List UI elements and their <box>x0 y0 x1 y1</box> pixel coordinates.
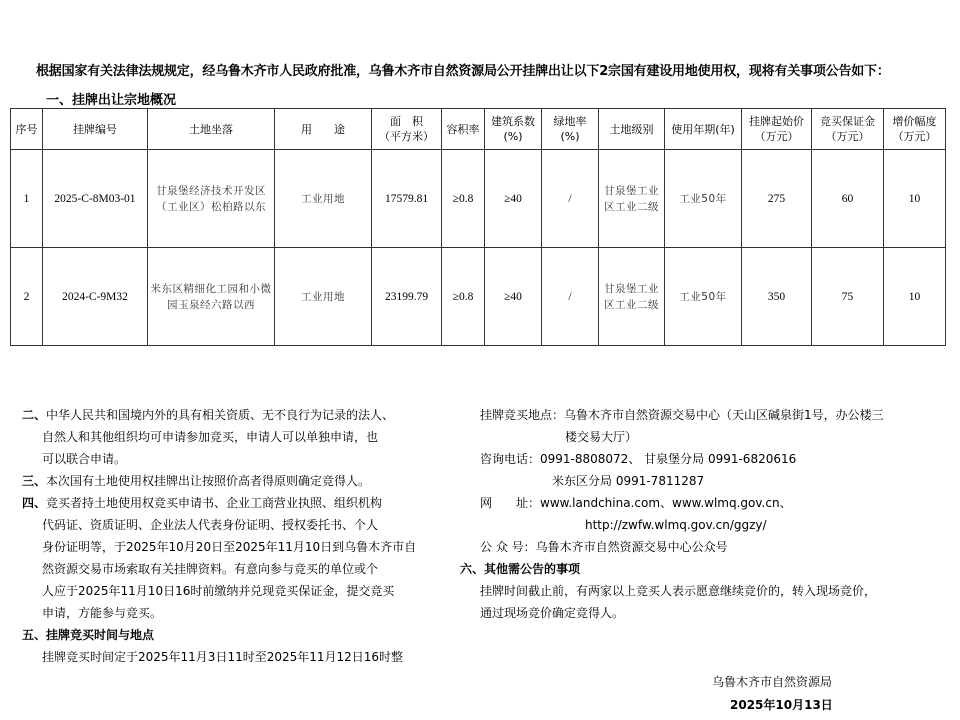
table-header-row <box>11 109 946 150</box>
cell-area: 23199.79 <box>372 248 442 346</box>
land-parcel-table <box>10 108 946 346</box>
section-4-line: 身份证明等，于2025年10月20日至2025年11月10日到乌鲁木齐市自 <box>42 540 417 554</box>
column-header-label: 土地坐落 <box>189 122 233 136</box>
section-5-line: 挂牌竞买时间定于2025年11月3日11时至2025年11月12日16时整 <box>42 650 404 664</box>
section-4-line: 然资源交易市场索取有关挂牌资料。有意向参与竞买的单位或个 <box>42 562 379 576</box>
cell-start-price: 350 <box>742 248 812 346</box>
column-header-unit: (%) <box>560 130 580 143</box>
column-header <box>11 109 43 150</box>
right-column <box>460 404 950 624</box>
column-header <box>275 109 372 150</box>
cell-green: / <box>542 150 599 248</box>
cell-no: 1 <box>11 150 43 248</box>
cell-term: 工业50年 <box>665 248 742 346</box>
column-header-unit: (%) <box>503 130 523 143</box>
section-4-line: 代码证、资质证明、企业法人代表身份证明、授权委托书、个人 <box>42 518 379 532</box>
column-header <box>742 109 812 150</box>
column-header-label: 增价幅度 <box>892 115 937 128</box>
cell-far: ≥0.8 <box>442 150 485 248</box>
phone-line: 米东区分局 0991-7811287 <box>552 474 705 488</box>
auction-place-line: 楼交易大厅） <box>565 430 638 444</box>
date: 2025年10月13日 <box>730 698 833 712</box>
column-header-label: 土地级别 <box>609 122 654 136</box>
cell-start-price: 275 <box>742 150 812 248</box>
cell-coverage: ≥40 <box>485 150 542 248</box>
column-header-label: 容积率 <box>446 122 480 136</box>
column-header-unit: （万元） <box>892 130 937 143</box>
section-6-line: 挂牌时间截止前，有两家以上竞买人表示愿意继续竞价的，转入现场竞价， <box>480 584 877 598</box>
column-header-label: 竞买保证金 <box>820 115 875 128</box>
section-4-line: 申请，方能参与竞买。 <box>42 606 163 620</box>
column-header <box>372 109 442 150</box>
intro-paragraph: 根据国家有关法律法规规定，经乌鲁木齐市人民政府批准，乌鲁木齐市自然资源局公开挂牌出让以下2宗国有建设用地使用权，现将有关事项公告如下： <box>36 64 890 79</box>
cell-deposit: 75 <box>812 248 884 346</box>
section-2-line: 自然人和其他组织均可申请参加竞买，申请人可以单独申请，也 <box>42 430 379 444</box>
left-column <box>22 404 442 668</box>
cell-area: 17579.81 <box>372 150 442 248</box>
column-header-unit: （万元） <box>754 130 799 143</box>
website-line: 网 址：www.landchina.com、www.wlmq.gov.cn、 <box>480 496 792 510</box>
phone-line: 咨询电话：0991-8808072、 甘泉堡分局 0991-6820616 <box>480 452 797 466</box>
section-6-title: 六、其他需公告的事项 <box>460 562 581 576</box>
column-header <box>665 109 742 150</box>
column-header-label: 挂牌编号 <box>73 122 117 136</box>
cell-use: 工业用地 <box>275 150 372 248</box>
cell-code: 2025-C-8M03-01 <box>43 150 148 248</box>
column-header-unit: （万元） <box>825 130 870 143</box>
column-header <box>442 109 485 150</box>
cell-deposit: 60 <box>812 150 884 248</box>
cell-use: 工业用地 <box>275 248 372 346</box>
cell-increment: 10 <box>884 248 946 346</box>
column-header <box>148 109 275 150</box>
cell-location: 米东区精细化工园和小微园玉泉经六路以西 <box>148 248 275 346</box>
section-2-line: 可以联合申请。 <box>42 452 127 466</box>
column-header-label: 挂牌起始价 <box>749 115 804 128</box>
cell-grade: 甘泉堡工业区工业二级 <box>599 150 665 248</box>
section-5-title: 五、挂牌竞买时间与地点 <box>22 628 155 642</box>
column-header <box>485 109 542 150</box>
cell-term: 工业50年 <box>665 150 742 248</box>
column-header-label: 建筑系数 <box>491 115 535 128</box>
table-row <box>11 248 946 346</box>
column-header-label: 使用年期(年) <box>671 122 735 136</box>
cell-code: 2024-C-9M32 <box>43 248 148 346</box>
cell-green: / <box>542 248 599 346</box>
column-header-label: 序号 <box>15 122 38 136</box>
section-4-line: 人应于2025年11月10日16时前缴纳并兑现竞买保证金，提交竞买 <box>42 584 395 598</box>
cell-far: ≥0.8 <box>442 248 485 346</box>
signer: 乌鲁木齐市自然资源局 <box>712 675 833 689</box>
table-body <box>11 150 946 346</box>
section-2-number: 二、 <box>22 408 47 422</box>
column-header-label: 用 途 <box>301 122 345 136</box>
section-1-title: 一、挂牌出让宗地概况 <box>46 93 177 108</box>
section-2-line: 中华人民共和国境内外的具有相关资质、无不良行为记录的法人、 <box>46 408 395 422</box>
column-header <box>43 109 148 150</box>
table-row <box>11 150 946 248</box>
auction-place-line: 挂牌竞买地点：乌鲁木齐市自然资源交易中心（天山区碱泉街1号，办公楼三 <box>480 408 884 422</box>
column-header-label: 绿地率 <box>553 115 587 128</box>
wechat-line: 公 众 号：乌鲁木齐市自然资源交易中心公众号 <box>480 540 728 554</box>
column-header-label: 面 积 <box>390 115 423 128</box>
column-header <box>884 109 946 150</box>
cell-no: 2 <box>11 248 43 346</box>
section-6-line: 通过现场竞价确定竞得人。 <box>480 606 625 620</box>
cell-coverage: ≥40 <box>485 248 542 346</box>
cell-increment: 10 <box>884 150 946 248</box>
column-header <box>542 109 599 150</box>
column-header <box>812 109 884 150</box>
section-3-number: 三、 <box>22 474 47 488</box>
website-line: http://zwfw.wlmq.gov.cn/ggzy/ <box>585 518 767 532</box>
section-4-number: 四、 <box>22 496 47 510</box>
section-3-line: 本次国有土地使用权挂牌出让按照价高者得原则确定竞得人。 <box>46 474 371 488</box>
column-header <box>599 109 665 150</box>
column-header-unit: （平方米） <box>379 130 434 143</box>
section-4-line: 竞买者持土地使用权竞买申请书、企业工商营业执照、组织机构 <box>46 496 383 510</box>
cell-location: 甘泉堡经济技术开发区（工业区）松柏路以东 <box>148 150 275 248</box>
cell-grade: 甘泉堡工业区工业二级 <box>599 248 665 346</box>
